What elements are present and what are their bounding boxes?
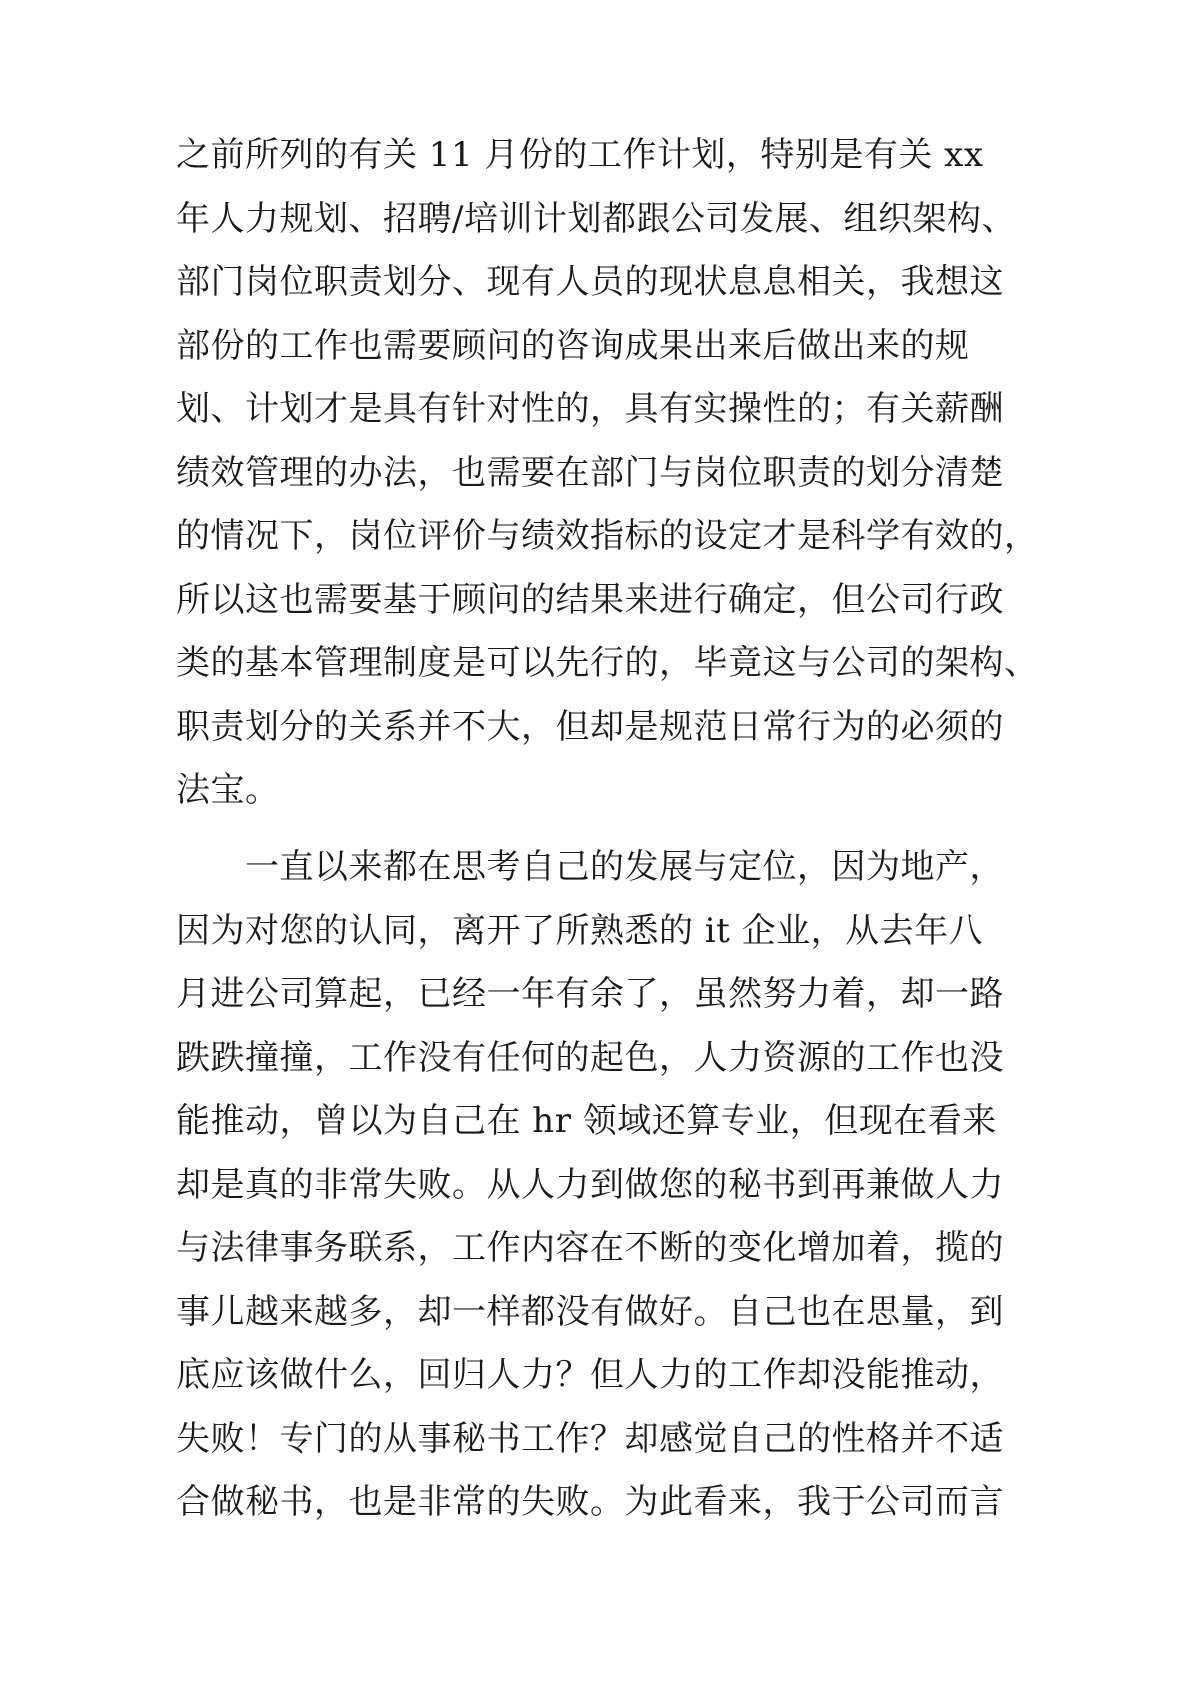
text-line: 能推动，曾以为自己在 hr 领域还算专业，但现在看来 <box>176 1101 997 1141</box>
text-line: 事儿越来越多，却一样都没有做好。自己也在思量，到 <box>176 1291 1004 1332</box>
text-line: 因为对您的认同，离开了所熟悉的 it 企业，从去年八 <box>176 910 984 951</box>
paragraph-2 <box>176 836 1076 1535</box>
text-line: 失败！专门的从事秘书工作？却感觉自己的性格并不适 <box>176 1418 1004 1459</box>
text-line: 部份的工作也需要顾问的咨询成果出来后做出来的规 <box>176 325 970 366</box>
text-line: 与法律事务联系，工作内容在不断的变化增加着，揽的 <box>176 1228 1004 1268</box>
text-line: 类的基本管理制度是可以先行的，毕竟这与公司的架构、 <box>176 643 1039 683</box>
text-line: 所以这也需要基于顾问的结果来进行确定，但公司行政 <box>176 579 1004 620</box>
text-line: 跌跌撞撞，工作没有任何的起色，人力资源的工作也没 <box>176 1037 1004 1078</box>
text-line: 部门岗位职责划分、现有人员的现状息息相关，我想这 <box>176 262 1004 302</box>
text-line: 之前所列的有关 11 月份的工作计划，特别是有关 xx <box>176 135 984 175</box>
text-line: 却是真的非常失败。从人力到做您的秘书到再兼做人力 <box>176 1164 1004 1205</box>
text-line: 月进公司算起，已经一年有余了，虽然努力着，却一路 <box>176 974 1004 1014</box>
text-line: 划、计划才是具有针对性的，具有实操性的；有关薪酬 <box>176 389 1004 429</box>
text-line: 一直以来都在思考自己的发展与定位，因为地产， <box>176 847 1004 887</box>
text-line: 绩效管理的办法，也需要在部门与岗位职责的划分清楚 <box>176 452 1004 493</box>
text-line: 法宝。 <box>176 770 280 810</box>
text-line: 的情况下，岗位评价与绩效指标的设定才是科学有效的， <box>176 516 1039 556</box>
text-line: 底应该做什么，回归人力？但人力的工作却没能推动， <box>176 1355 1004 1395</box>
text-line: 合做秘书，也是非常的失败。为此看来，我于公司而言 <box>176 1482 1004 1522</box>
paragraph-1 <box>176 124 1076 823</box>
text-line: 年人力规划、招聘/培训计划都跟公司发展、组织架构、 <box>176 198 1016 239</box>
text-line: 职责划分的关系并不大，但却是规范日常行为的必须的 <box>176 706 1004 747</box>
